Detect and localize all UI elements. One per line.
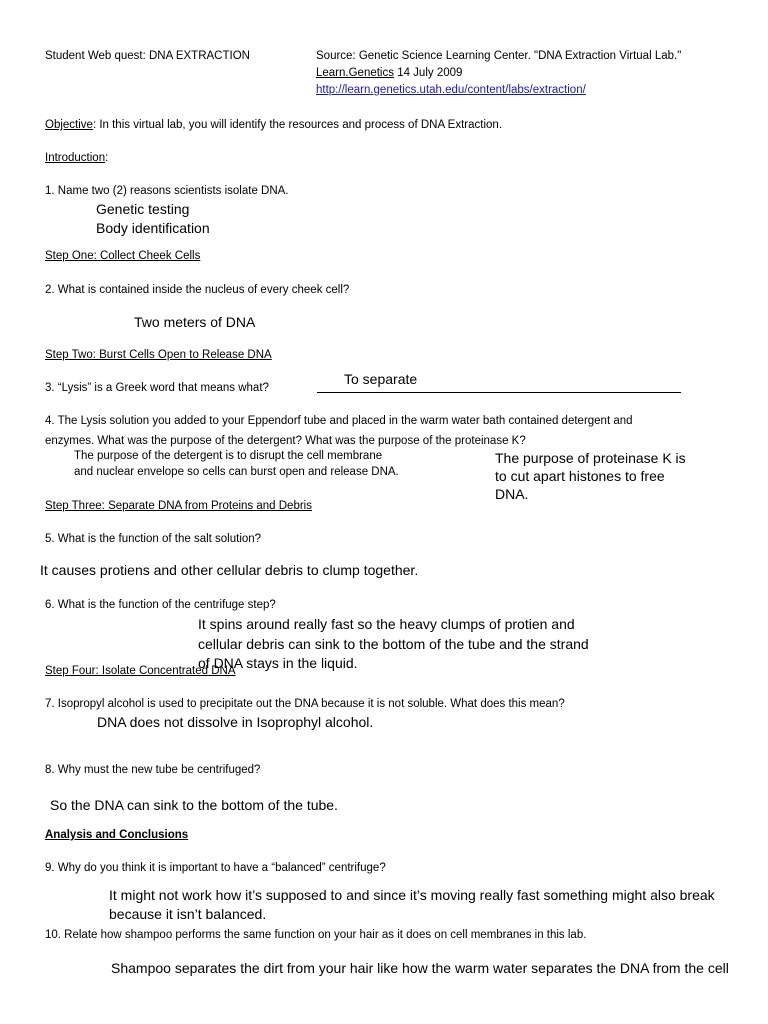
answer-10: Shampoo separates the dirt from your hair like how the warm water separates the DNA from the cell	[111, 960, 729, 976]
question-9: 9. Why do you think it is important to have a “balanced” centrifuge?	[45, 862, 386, 874]
analysis-heading: Analysis and Conclusions	[45, 829, 189, 841]
step-one-heading: Step One: Collect Cheek Cells	[45, 250, 201, 262]
question-5: 5. What is the function of the salt solution?	[45, 533, 262, 545]
answer-8: So the DNA can sink to the bottom of the tube.	[50, 797, 338, 813]
answer-3: To separate	[344, 371, 418, 387]
question-8: 8. Why must the new tube be centrifuged?	[45, 764, 261, 776]
answer-6: It spins around really fast so the heavy clumps of protien and cellular debris can sink to the bottom of the tube and the strand of DNA stays in the liquid.	[198, 616, 589, 671]
introduction-heading	[45, 151, 108, 165]
question-6: 6. What is the function of the centrifuge step?	[45, 599, 276, 611]
source-site: Learn.Genetics	[316, 67, 394, 79]
source-date: 14 July 2009	[394, 67, 463, 79]
answer-9-line1: It might not work how it’s supposed to and since it’s moving really fast something might also break	[109, 887, 715, 903]
question-4-line1: 4. The Lysis solution you added to your Eppendorf tube and placed in the warm water bath contained detergent and	[45, 415, 633, 427]
introduction-label: Introduction	[45, 152, 106, 164]
source-site-line	[316, 66, 462, 80]
student-webquest-title: Student Web quest: DNA EXTRACTION	[45, 50, 250, 62]
answer-2: Two meters of DNA	[134, 314, 256, 330]
question-10: 10. Relate how shampoo performs the same function on your hair as it does on cell membranes in this lab.	[45, 929, 587, 941]
source-citation: Source: Genetic Science Learning Center. "DNA Extraction Virtual Lab."	[316, 50, 682, 62]
step-four-heading: Step Four: Isolate Concentrated DNA	[45, 665, 236, 677]
answer-4-proteinase: The purpose of proteinase K is to cut apart histones to free DNA.	[495, 450, 686, 502]
answer-5: It causes protiens and other cellular debris to clump together.	[40, 562, 419, 578]
objective-line	[45, 118, 502, 132]
question-4-line2: enzymes. What was the purpose of the detergent? What was the purpose of the proteinase K?	[45, 435, 526, 447]
step-three-heading: Step Three: Separate DNA from Proteins and Debris	[45, 500, 312, 512]
question-1: 1. Name two (2) reasons scientists isolate DNA.	[45, 185, 289, 197]
answer-3-blank	[317, 392, 681, 393]
objective-label: Objective	[45, 119, 93, 131]
answer-1b: Body identification	[96, 220, 210, 236]
question-2: 2. What is contained inside the nucleus of every cheek cell?	[45, 284, 350, 296]
answer-1a: Genetic testing	[96, 201, 190, 217]
answer-7: DNA does not dissolve in Isoprophyl alcohol.	[97, 714, 374, 730]
source-url-link[interactable]: http://learn.genetics.utah.edu/content/labs/extraction/	[316, 84, 586, 96]
objective-text: : In this virtual lab, you will identify the resources and process of DNA Extraction.	[92, 119, 503, 131]
question-7: 7. Isopropyl alcohol is used to precipitate out the DNA because it is not soluble. What does this mean?	[45, 698, 565, 710]
step-two-heading: Step Two: Burst Cells Open to Release DNA	[45, 349, 272, 361]
question-3: 3. “Lysis” is a Greek word that means what?	[45, 382, 269, 394]
introduction-colon: :	[105, 152, 109, 164]
answer-4-detergent: The purpose of the detergent is to disrupt the cell membrane and nuclear envelope so cells can burst open and release DNA.	[74, 450, 399, 478]
answer-9-line2: because it isn’t balanced.	[109, 906, 267, 922]
